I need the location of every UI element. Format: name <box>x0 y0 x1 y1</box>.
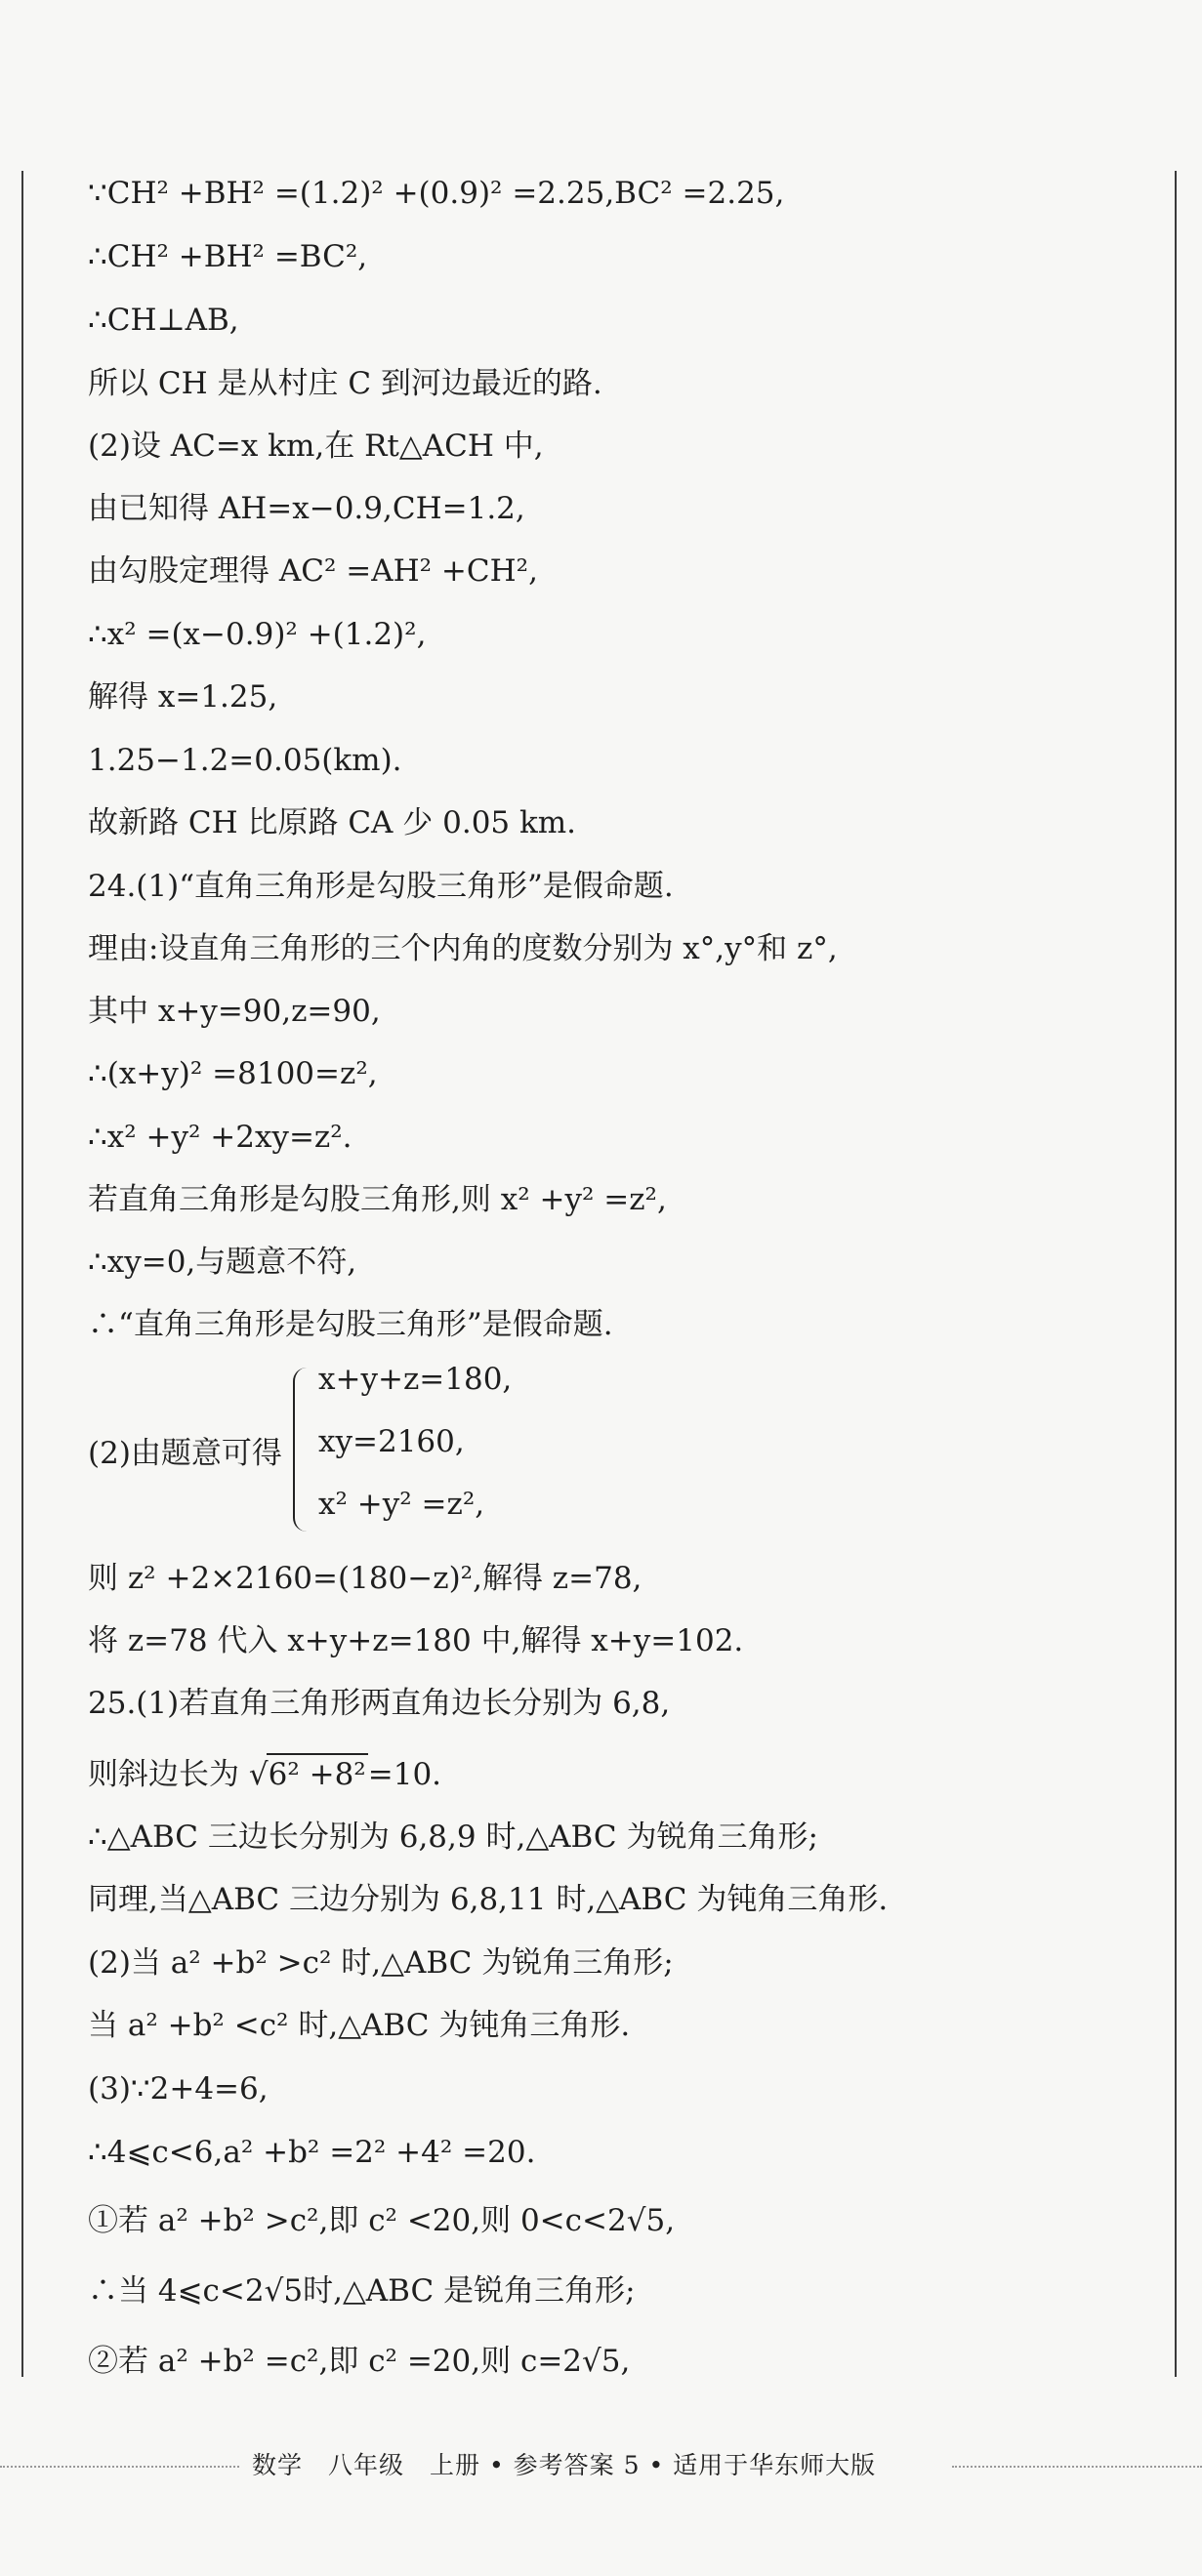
text-line: ∴xy=0,与题意不符, <box>88 1245 357 1280</box>
text-line: ②若 a² +b² =c²,即 c² =20,则 c=2√5, <box>88 2344 631 2379</box>
system-equation-1: x+y+z=180, <box>318 1362 513 1397</box>
text-line: (2)当 a² +b² >c² 时,△ABC 为锐角三角形; <box>88 1945 674 1981</box>
equation-system <box>88 1362 771 1547</box>
text-line: ∴“直角三角形是勾股三角形”是假命题. <box>88 1307 613 1342</box>
left-brace-icon <box>293 1368 311 1532</box>
text-line: ∵CH² +BH² =(1.2)² +(0.9)² =2.25,BC² =2.25, <box>88 176 785 211</box>
text-line: (2)设 AC=x km,在 Rt△ACH 中, <box>88 429 544 464</box>
text-line: ∴4⩽c<6,a² +b² =2² +4² =20. <box>88 2135 536 2170</box>
system-equation-2: xy=2160, <box>318 1424 465 1459</box>
text-line: ∴x² =(x−0.9)² +(1.2)², <box>88 617 427 652</box>
system-lead-text: (2)由题意可得 <box>88 1436 282 1471</box>
sqrt-line-suffix: =10. <box>367 1757 442 1792</box>
text-line: (3)∵2+4=6, <box>88 2071 269 2106</box>
text-line: 若直角三角形是勾股三角形,则 x² +y² =z², <box>88 1182 667 1217</box>
footer-dotted-rule <box>952 2466 1202 2468</box>
text-line: 1.25−1.2=0.05(km). <box>88 743 402 778</box>
text-line: 其中 x+y=90,z=90, <box>88 994 381 1029</box>
text-line: 由已知得 AH=x−0.9,CH=1.2, <box>88 491 525 526</box>
text-line: 则 z² +2×2160=(180−z)²,解得 z=78, <box>88 1561 642 1596</box>
text-line: 将 z=78 代入 x+y+z=180 中,解得 x+y=102. <box>88 1623 744 1658</box>
text-line: 当 a² +b² <c² 时,△ABC 为钝角三角形. <box>88 2008 631 2043</box>
text-line: 故新路 CH 比原路 CA 少 0.05 km. <box>88 805 577 840</box>
text-line: ①若 a² +b² >c²,即 c² <20,则 0<c<2√5, <box>88 2203 676 2238</box>
sqrt-radicand: 6² +8² <box>267 1753 368 1794</box>
text-line: ∴x² +y² +2xy=z². <box>88 1120 352 1155</box>
text-line: 同理,当△ABC 三边分别为 6,8,11 时,△ABC 为钝角三角形. <box>88 1882 889 1917</box>
system-equation-3: x² +y² =z², <box>318 1487 485 1522</box>
text-line: 24.(1)“直角三角形是勾股三角形”是假命题. <box>88 869 674 904</box>
text-line: 所以 CH 是从村庄 C 到河边最近的路. <box>88 366 602 401</box>
text-line: 25.(1)若直角三角形两直角边长分别为 6,8, <box>88 1686 671 1721</box>
text-line: ∴(x+y)² =8100=z², <box>88 1056 378 1091</box>
page-footer <box>0 2446 1202 2485</box>
right-margin-rule <box>1175 171 1177 2377</box>
sqrt-text-line <box>88 1753 441 1794</box>
text-line: 解得 x=1.25, <box>88 679 278 715</box>
left-margin-rule <box>21 171 23 2377</box>
text-line: 由勾股定理得 AC² =AH² +CH², <box>88 553 538 589</box>
text-line: ∴△ABC 三边长分别为 6,8,9 时,△ABC 为锐角三角形; <box>88 1820 818 1855</box>
sqrt-line-prefix: 则斜边长为 √ <box>88 1757 269 1792</box>
text-line: ∴CH² +BH² =BC², <box>88 239 368 274</box>
footer-text: 数学 八年级 上册 • 参考答案 5 • 适用于华东师大版 <box>252 2451 877 2479</box>
footer-dotted-rule <box>0 2466 239 2468</box>
text-line: 理由:设直角三角形的三个内角的度数分别为 x°,y°和 z°, <box>88 931 838 966</box>
text-line: ∴当 4⩽c<2√5时,△ABC 是锐角三角形; <box>88 2273 636 2309</box>
text-line: ∴CH⊥AB, <box>88 303 239 338</box>
